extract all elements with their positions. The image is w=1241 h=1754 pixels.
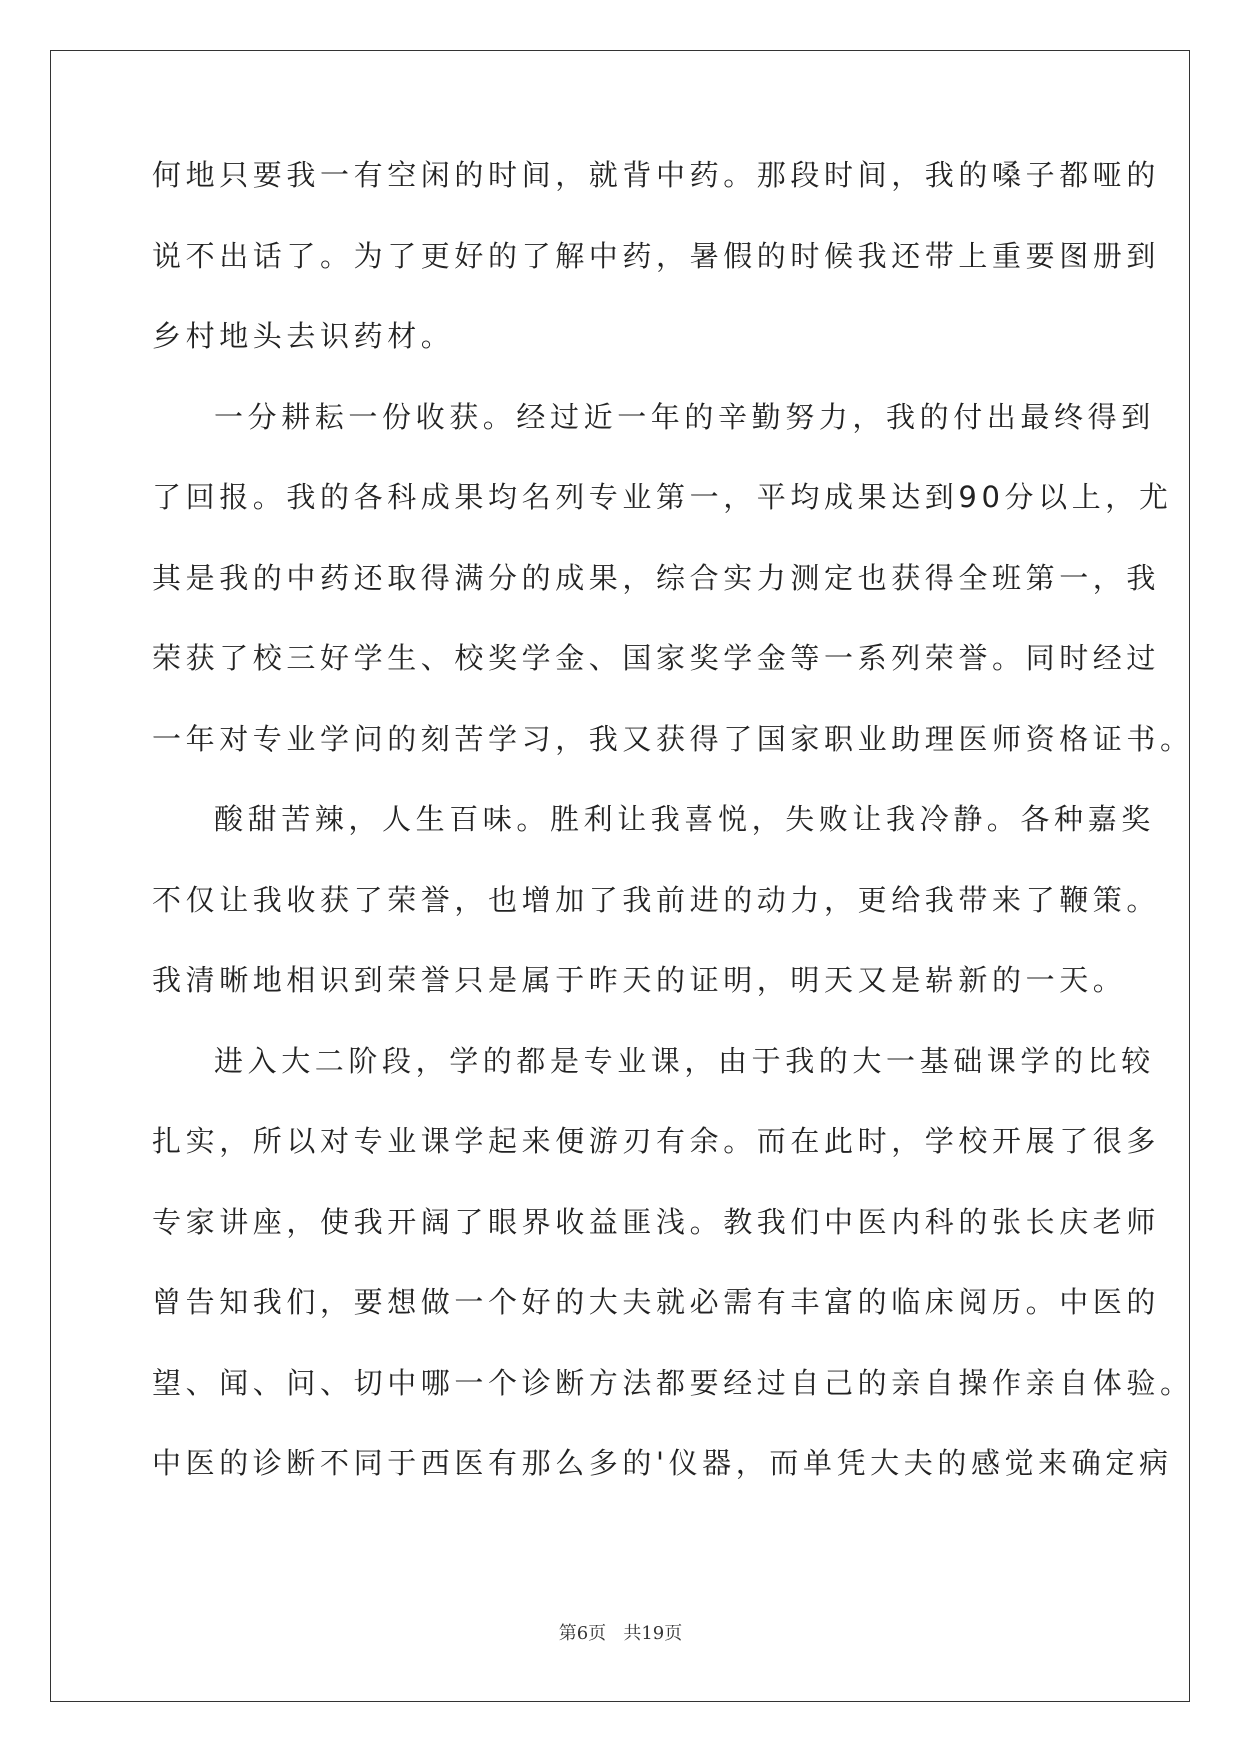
text-line: 了回报。我的各科成果均名列专业第一，平均成果达到90分以上，尤 [152, 480, 1173, 514]
text-line: 不仅让我收获了荣誉，也增加了我前进的动力，更给我带来了鞭策。 [152, 882, 1161, 917]
text-line: 望、闻、问、切中哪一个诊断方法都要经过自己的亲自操作亲自体验。 [152, 1365, 1194, 1400]
text-line: 乡村地头去识药材。 [152, 319, 455, 353]
document-body [152, 158, 1194, 1529]
paragraph-start-line: 进入大二阶段，学的都是专业课，由于我的大一基础课学的比较 [214, 1043, 1155, 1078]
page-number-footer: 第6页 共19页 [558, 1623, 683, 1644]
text-line: 我清晰地相识到荣誉只是属于昨天的证明，明天又是崭新的一天。 [152, 963, 1127, 997]
text-line: 荣获了校三好学生、校奖学金、国家奖学金等一系列荣誉。同时经过 [152, 641, 1161, 675]
text-line: 曾告知我们，要想做一个好的大夫就必需有丰富的临床阅历。中医的 [152, 1285, 1161, 1319]
paragraph-start-line: 一分耕耘一份收获。经过近一年的辛勤努力，我的付出最终得到 [214, 399, 1155, 434]
text-line: 说不出话了。为了更好的了解中药，暑假的时候我还带上重要图册到 [152, 238, 1161, 273]
text-line: 中医的诊断不同于西医有那么多的'仪器，而单凭大夫的感觉来确定病 [152, 1446, 1173, 1480]
text-line: 专家讲座，使我开阔了眼界收益匪浅。教我们中医内科的张长庆老师 [152, 1204, 1161, 1239]
text-line: 一年对专业学问的刻苦学习，我又获得了国家职业助理医师资格证书。 [152, 721, 1194, 756]
paragraph-start-line: 酸甜苦辣，人生百味。胜利让我喜悦，失败让我冷静。各种嘉奖 [214, 802, 1155, 836]
text-line: 何地只要我一有空闲的时间，就背中药。那段时间，我的嗓子都哑的 [152, 158, 1161, 192]
text-line: 其是我的中药还取得满分的成果，综合实力测定也获得全班第一，我 [152, 560, 1161, 595]
text-line: 扎实，所以对专业课学起来便游刃有余。而在此时，学校开展了很多 [152, 1124, 1161, 1158]
